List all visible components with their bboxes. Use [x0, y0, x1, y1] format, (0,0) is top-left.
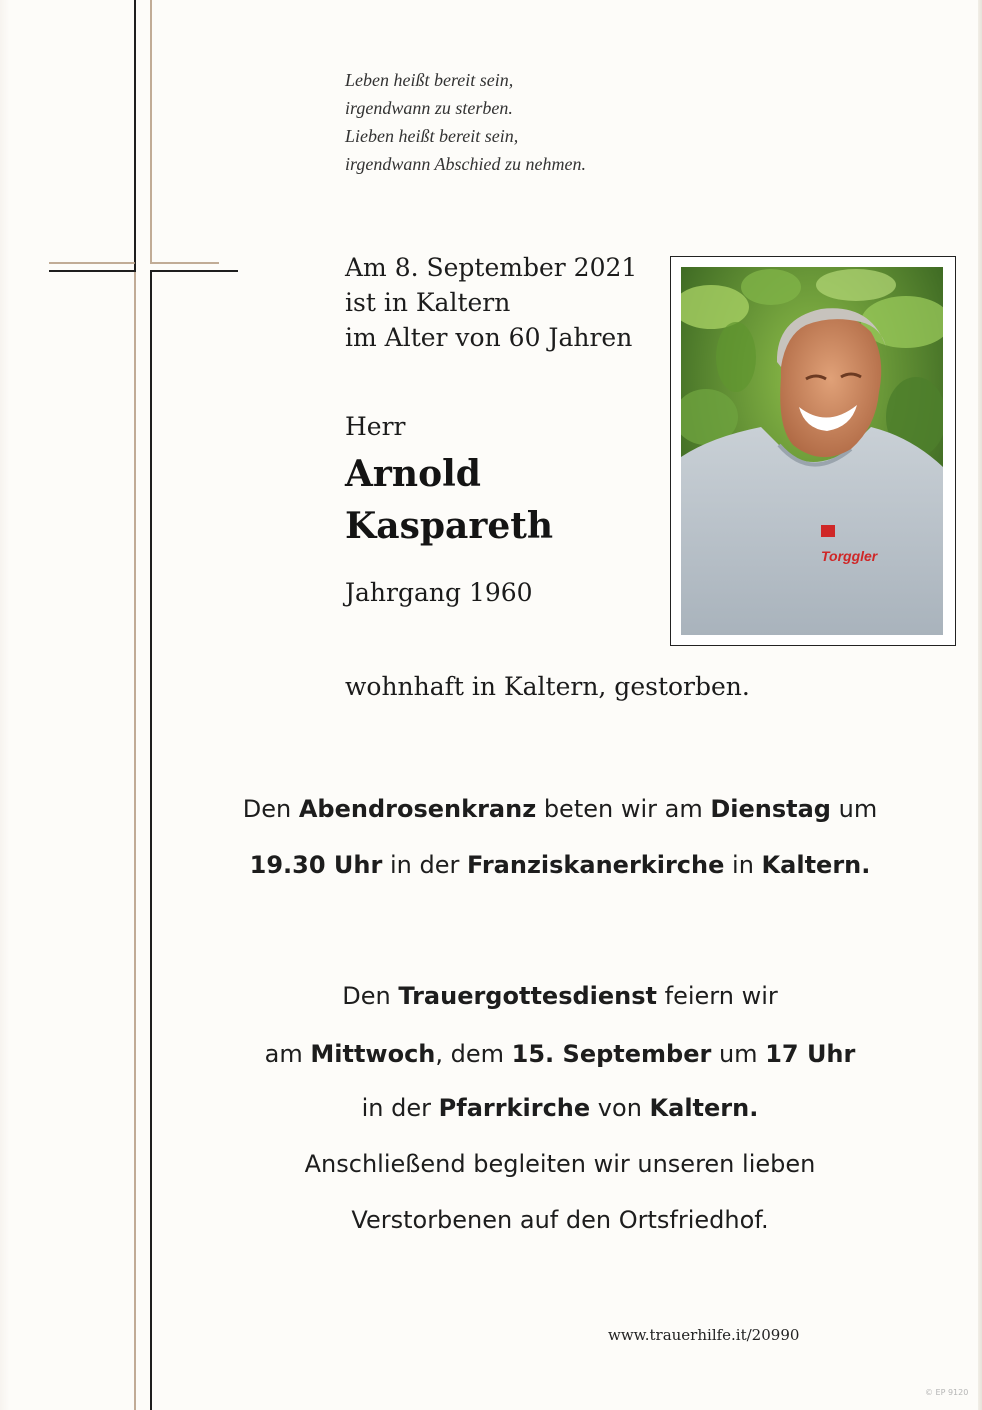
death-place-line: ist in Kaltern [345, 288, 511, 317]
cross-line [150, 262, 219, 264]
funeral-time: 17 Uhr [765, 1040, 856, 1068]
age-line: im Alter von 60 Jahren [345, 323, 633, 352]
cross-line [150, 270, 238, 272]
text-span: von [590, 1094, 650, 1122]
funeral-line-4: Anschließend begleiten wir unseren lieben [304, 1150, 816, 1178]
print-code: © EP 9120 [925, 1388, 969, 1397]
poem-line: irgendwann zu sterben. [345, 98, 513, 118]
text-span: um [831, 795, 878, 823]
funeral-church: Pfarrkirche [438, 1094, 591, 1122]
salutation: Herr [345, 412, 406, 441]
text-span: in der [382, 851, 467, 879]
text-span: beten wir am [536, 795, 711, 823]
funeral-line-2 [160, 1040, 960, 1068]
poem-line: irgendwann Abschied zu nehmen. [345, 154, 586, 174]
text-span: Den [342, 982, 399, 1010]
portrait-illustration [681, 267, 943, 635]
cross-line [49, 270, 136, 272]
poem [345, 66, 745, 178]
funeral-line-1 [160, 982, 960, 1010]
deceased-name [345, 448, 553, 552]
cross-ornament [0, 0, 240, 1410]
cross-line [49, 262, 135, 264]
website-link[interactable]: www.trauerhilfe.it/20990 [608, 1326, 800, 1344]
rosary-name: Abendrosenkranz [298, 795, 537, 823]
rosary-day: Dienstag [710, 795, 831, 823]
rosary-line-1 [160, 795, 960, 823]
cross-line [134, 272, 136, 1410]
text-span: feiern wir [657, 982, 778, 1010]
text-span: in der [361, 1094, 439, 1122]
text-span: , dem [435, 1040, 512, 1068]
cross-line [150, 271, 152, 1410]
poem-line: Leben heißt bereit sein, [345, 70, 514, 90]
last-name: Kaspareth [345, 505, 554, 547]
birth-year: Jahrgang 1960 [345, 578, 533, 607]
shirt-logo: Torggler [821, 548, 878, 564]
cross-line [150, 0, 152, 262]
portrait-photo [681, 267, 943, 635]
funeral-service: Trauergottesdienst [398, 982, 658, 1010]
funeral-date: 15. September [511, 1040, 712, 1068]
residence-line: wohnhaft in Kaltern, gestorben. [345, 672, 750, 701]
text-span: am [264, 1040, 311, 1068]
text-span: in [724, 851, 762, 879]
paper-edge [978, 0, 982, 1410]
first-name: Arnold [345, 453, 481, 495]
funeral-line-5: Verstorbenen auf den Ortsfriedhof. [351, 1206, 769, 1234]
text-span: Den [242, 795, 299, 823]
portrait-frame [670, 256, 956, 646]
rosary-church: Franziskanerkirche [466, 851, 725, 879]
rosary-town: Kaltern. [761, 851, 871, 879]
funeral-line-3 [160, 1094, 960, 1122]
text-span: um [711, 1040, 766, 1068]
cross-line [134, 0, 136, 272]
death-date-line: Am 8. September 2021 [345, 253, 638, 282]
death-announcement [345, 250, 637, 355]
funeral-town: Kaltern. [649, 1094, 759, 1122]
poem-line: Lieben heißt bereit sein, [345, 126, 519, 146]
rosary-time: 19.30 Uhr [249, 851, 383, 879]
funeral-day: Mittwoch [310, 1040, 436, 1068]
rosary-line-2 [160, 851, 960, 879]
